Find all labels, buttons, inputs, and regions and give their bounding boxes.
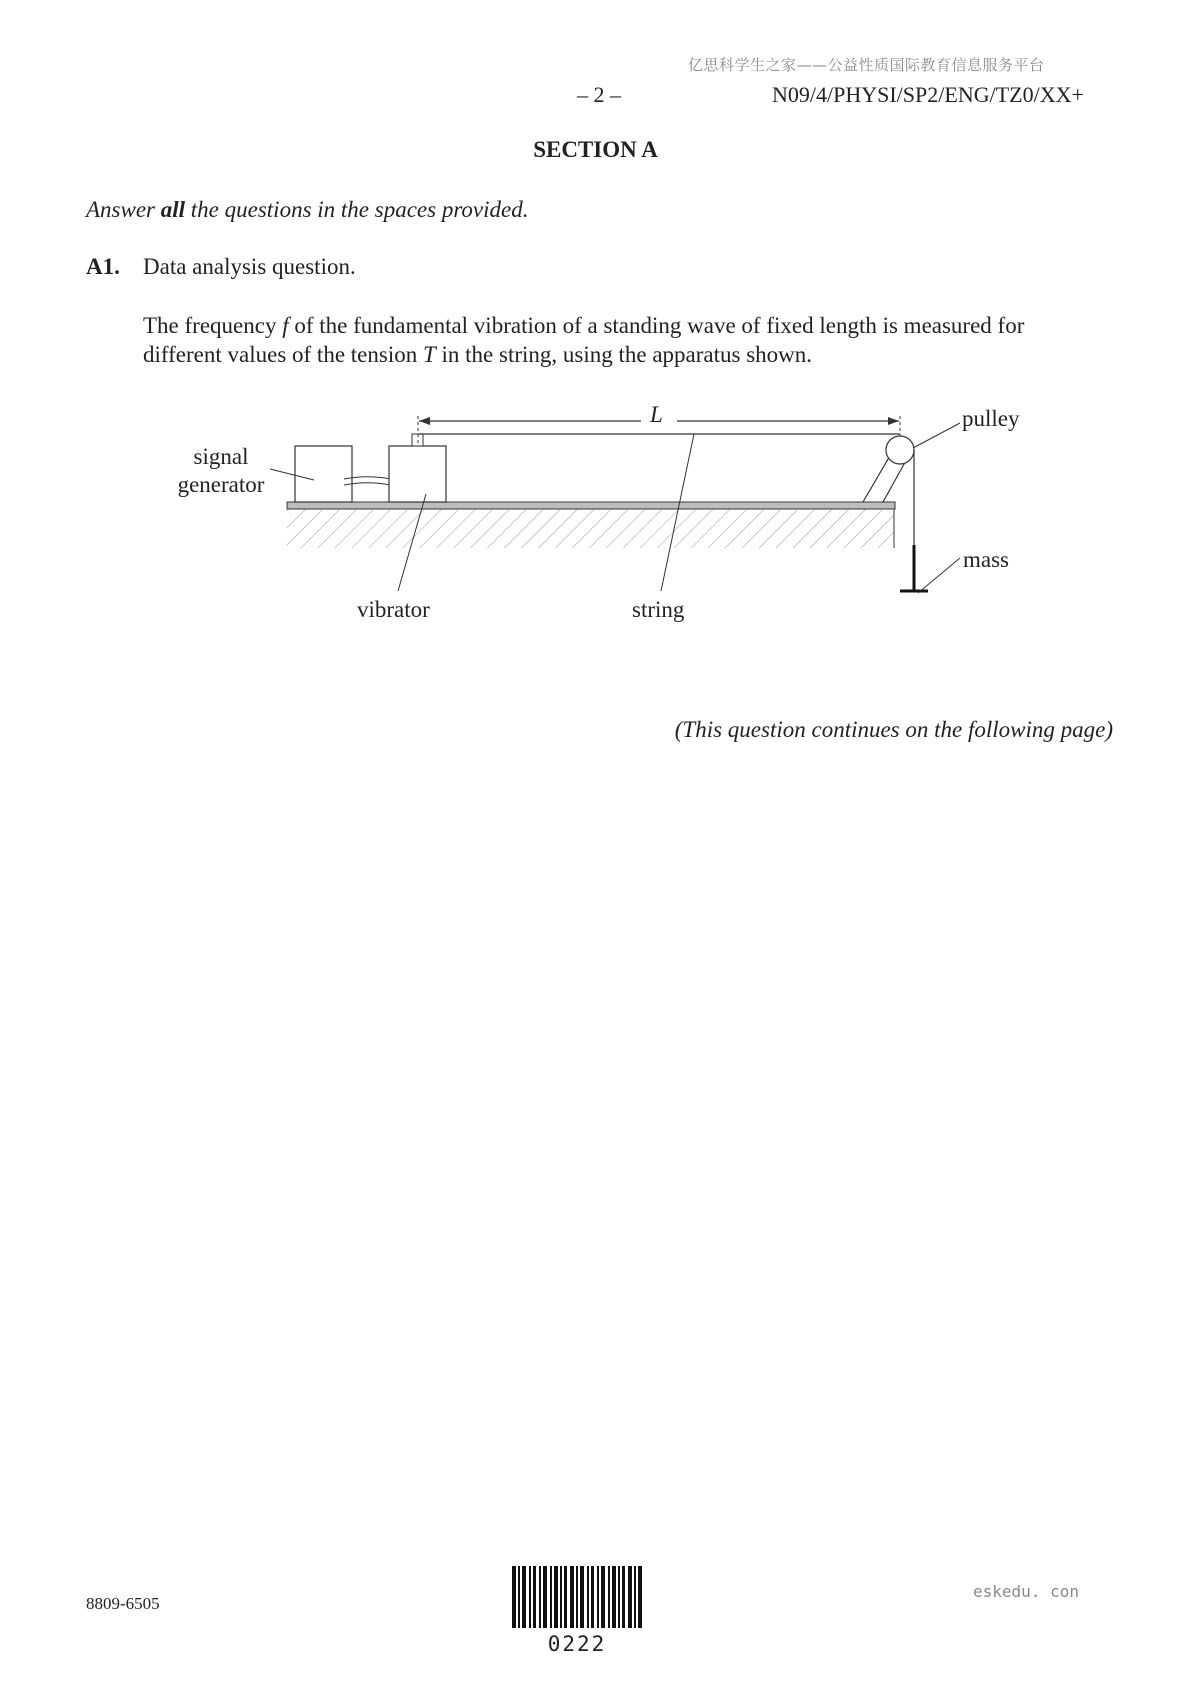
barcode-digits: 0222 bbox=[547, 1632, 607, 1656]
question-body-part3: in the string, using the apparatus shown. bbox=[435, 342, 813, 367]
bench-top bbox=[287, 502, 895, 509]
watermark-bottom: eskedu. con bbox=[973, 1582, 1079, 1601]
instructions-bold: all bbox=[160, 197, 186, 222]
label-signal-generator bbox=[175, 443, 267, 499]
label-signal-line1: signal bbox=[193, 444, 249, 469]
signal-generator-box bbox=[295, 446, 352, 502]
label-length: L bbox=[650, 402, 663, 427]
page-number: – 2 – bbox=[577, 82, 621, 107]
label-pulley: pulley bbox=[962, 406, 1020, 431]
label-mass: mass bbox=[963, 547, 1009, 572]
question-body-part2: of the fundamental vibration of a standing wave of fixed length is measured for different values of the tension bbox=[143, 313, 1025, 367]
bench-hatching bbox=[287, 508, 894, 548]
apparatus-diagram bbox=[0, 0, 1191, 700]
question-body-part1: The frequency bbox=[143, 313, 283, 338]
variable-f: f bbox=[282, 313, 289, 338]
question-number: A1. bbox=[86, 254, 120, 279]
label-string: string bbox=[632, 597, 685, 622]
question-title: Data analysis question. bbox=[143, 254, 356, 279]
variable-T: T bbox=[422, 342, 436, 367]
pulley bbox=[886, 436, 914, 464]
length-arrow-left bbox=[419, 417, 430, 425]
continues-note: (This question continues on the following page) bbox=[674, 717, 1113, 742]
length-arrow-right bbox=[888, 417, 899, 425]
section-title: SECTION A bbox=[533, 137, 658, 162]
watermark-top: 亿思科学生之家——公益性质国际教育信息服务平台 bbox=[688, 56, 1045, 74]
vibrator-box bbox=[389, 446, 446, 502]
label-vibrator: vibrator bbox=[357, 597, 430, 622]
instructions-before: Answer bbox=[86, 197, 161, 222]
paper-code: N09/4/PHYSI/SP2/ENG/TZ0/XX+ bbox=[772, 82, 1084, 107]
footer-paper-id: 8809-6505 bbox=[86, 1594, 160, 1613]
instructions-after: the questions in the spaces provided. bbox=[185, 197, 529, 222]
barcode bbox=[512, 1566, 644, 1628]
label-signal-line2: generator bbox=[177, 472, 265, 497]
